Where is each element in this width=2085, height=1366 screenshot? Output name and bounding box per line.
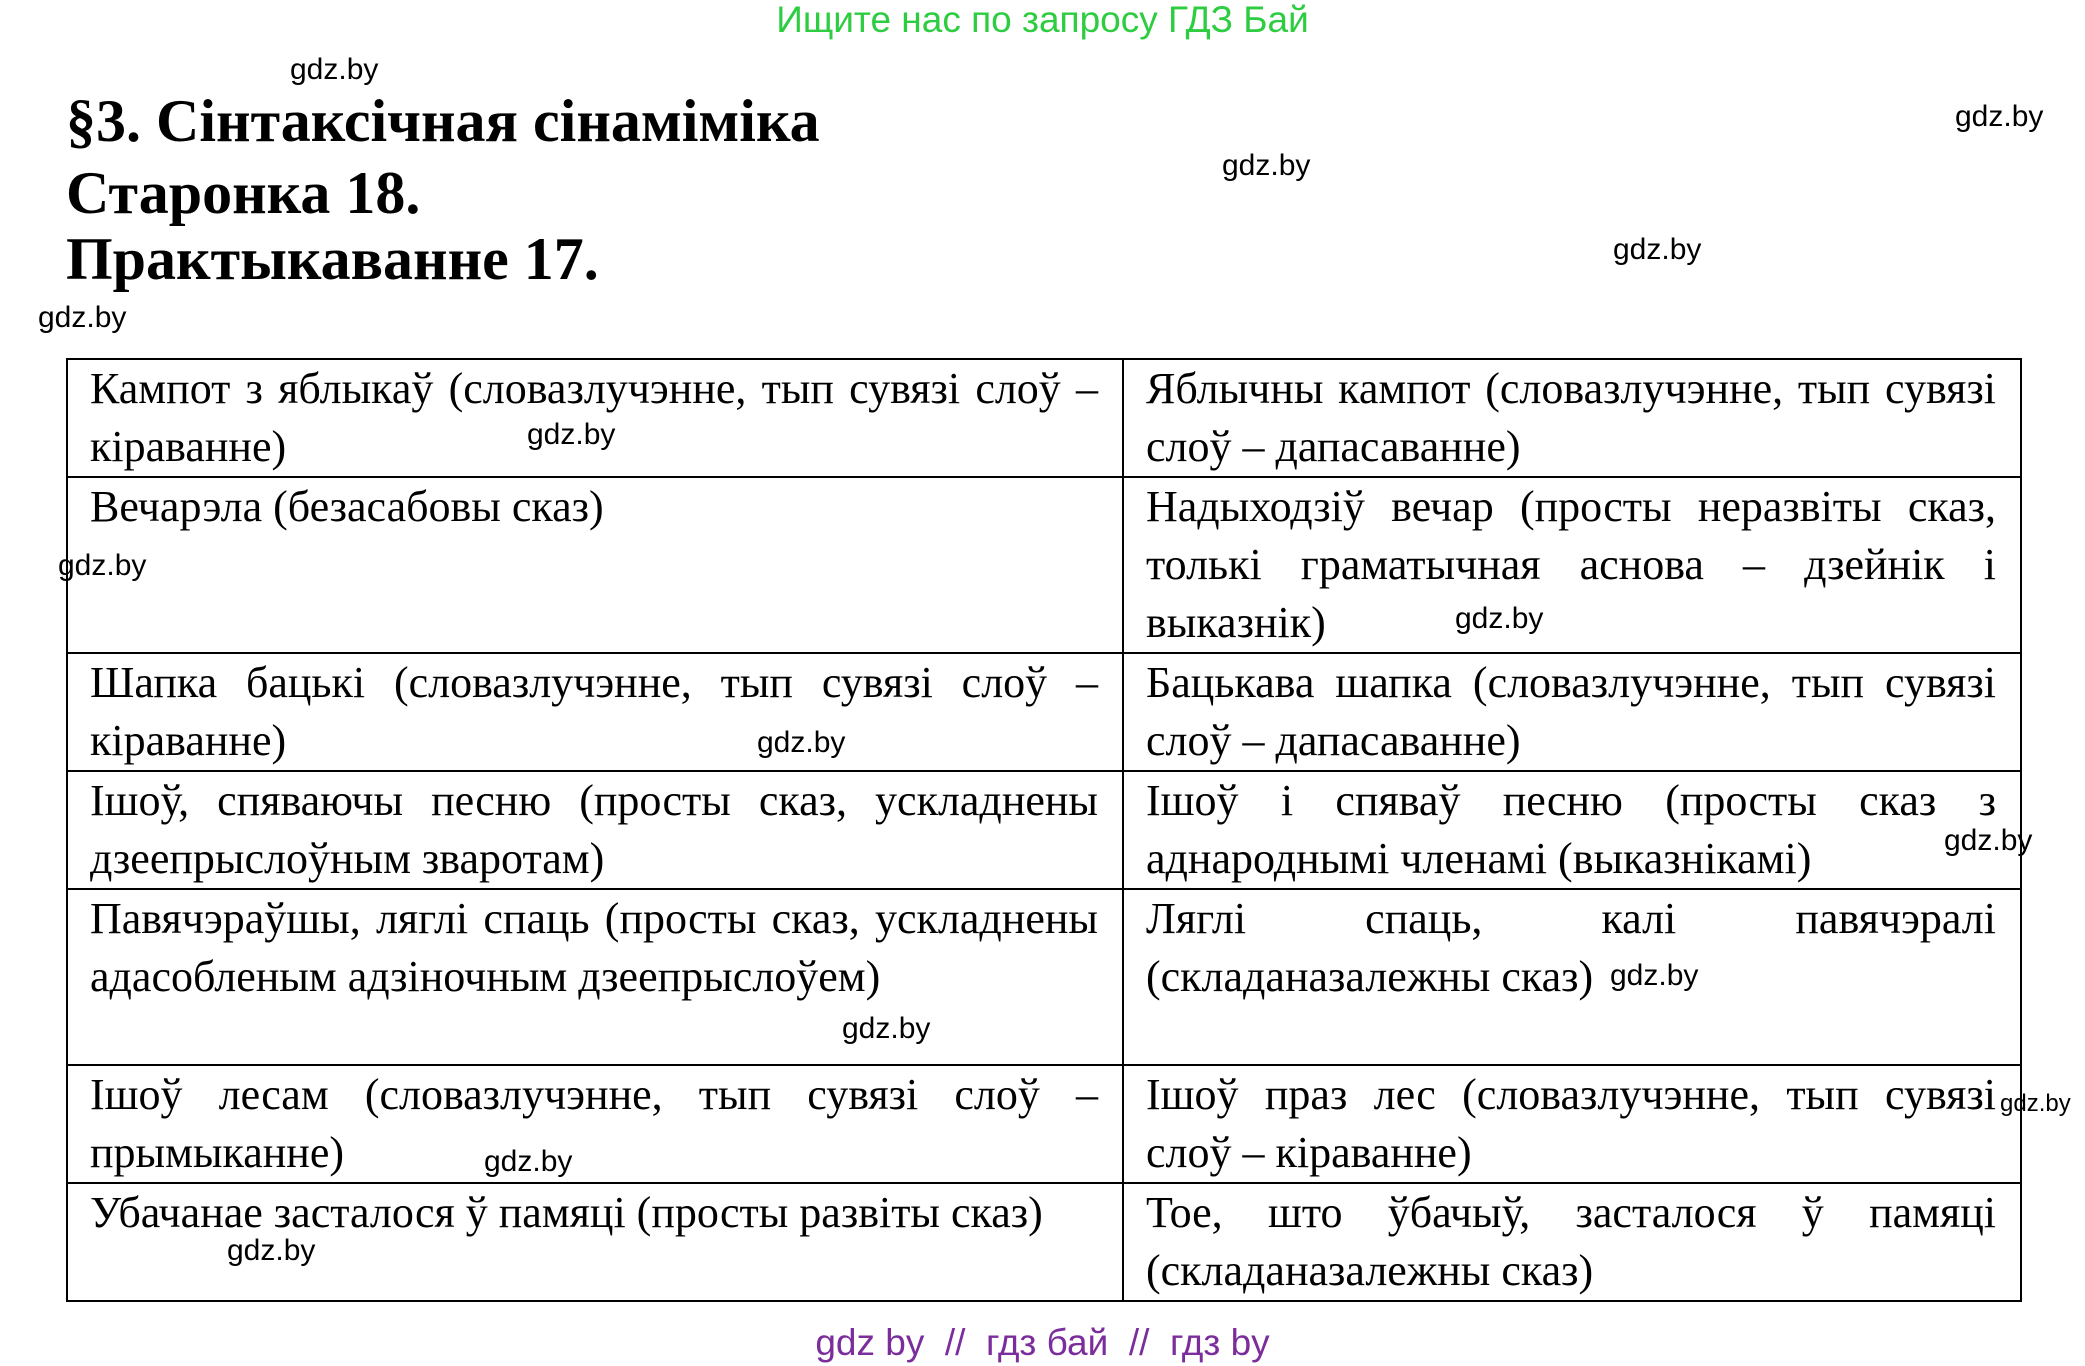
table-cell-left: Кампот з яблыкаў (словазлучэнне, тып сувязі слоў – кіраванне) bbox=[67, 359, 1123, 477]
table-row bbox=[67, 889, 2021, 1065]
table-cell-right: Тое, што ўбачыў, засталося ў памяці (складаназалежны сказ) bbox=[1123, 1183, 2021, 1301]
table-cell-right: Ляглі спаць, калі павячэралі (складаназалежны сказ) bbox=[1123, 889, 2021, 1065]
watermark: gdz.by bbox=[1944, 824, 2033, 857]
table-cell-right: Надыходзіў вечар (просты неразвіты сказ, толькі граматычная аснова – дзейнік і выказнік) bbox=[1123, 477, 2021, 653]
table-row bbox=[67, 771, 2021, 889]
table-cell-right: Яблычны кампот (словазлучэнне, тып сувязі слоў – дапасаванне) bbox=[1123, 359, 2021, 477]
table-row bbox=[67, 1065, 2021, 1183]
table-row bbox=[67, 1183, 2021, 1301]
watermark: gdz.by bbox=[227, 1234, 316, 1267]
page-number-heading: Старонка 18. bbox=[66, 160, 421, 226]
top-banner: Ищите нас по запросу ГДЗ Бай bbox=[776, 0, 1309, 40]
table-cell-left: Ішоў лесам (словазлучэнне, тып сувязі слоў – прымыканне) bbox=[67, 1065, 1123, 1183]
watermark: gdz.by bbox=[1222, 149, 1311, 182]
watermark: gdz.by bbox=[38, 301, 127, 334]
table-cell-right: Ішоў праз лес (словазлучэнне, тып сувязі слоў – кіраванне) bbox=[1123, 1065, 2021, 1183]
footer-banner: gdz by // гдз бай // гдз by bbox=[815, 1322, 1270, 1363]
table-row bbox=[67, 359, 2021, 477]
table-cell-right: Бацькава шапка (словазлучэнне, тып сувязі слоў – дапасаванне) bbox=[1123, 653, 2021, 771]
exercise-heading: Практыкаванне 17. bbox=[66, 226, 599, 292]
answers-table bbox=[66, 358, 2022, 1302]
table-cell-left: Убачанае засталося ў памяці (просты развіты сказ) bbox=[67, 1183, 1123, 1301]
table-row bbox=[67, 477, 2021, 653]
table-cell-left: Шапка бацькі (словазлучэнне, тып сувязі слоў – кіраванне) bbox=[67, 653, 1123, 771]
watermark: gdz.by bbox=[58, 549, 147, 582]
watermark: gdz.by bbox=[290, 53, 379, 86]
table-cell-right: Ішоў і спяваў песню (просты сказ з аднароднымі членамі (выказнікамі) bbox=[1123, 771, 2021, 889]
table-row bbox=[67, 653, 2021, 771]
watermark: gdz.by bbox=[1610, 959, 1699, 992]
table-cell-left: Вечарэла (безасабовы сказ) bbox=[67, 477, 1123, 653]
table-cell-left: Павячэраўшы, ляглі спаць (просты сказ, ускладнены адасобленым адзіночным дзеепрыслоўем) bbox=[67, 889, 1123, 1065]
watermark: gdz.by bbox=[484, 1145, 573, 1178]
table-cell-left: Ішоў, спяваючы песню (просты сказ, ускладнены дзеепрыслоўным зваротам) bbox=[67, 771, 1123, 889]
watermark: gdz.by bbox=[527, 418, 616, 451]
watermark: gdz.by bbox=[842, 1012, 931, 1045]
watermark: gdz.by bbox=[1455, 602, 1544, 635]
watermark: gdz.by bbox=[2000, 1090, 2071, 1117]
watermark: gdz.by bbox=[1955, 100, 2044, 133]
watermark: gdz.by bbox=[757, 726, 846, 759]
section-title: §3. Сінтаксічная сінаміміка bbox=[66, 88, 820, 154]
watermark: gdz.by bbox=[1613, 233, 1702, 266]
